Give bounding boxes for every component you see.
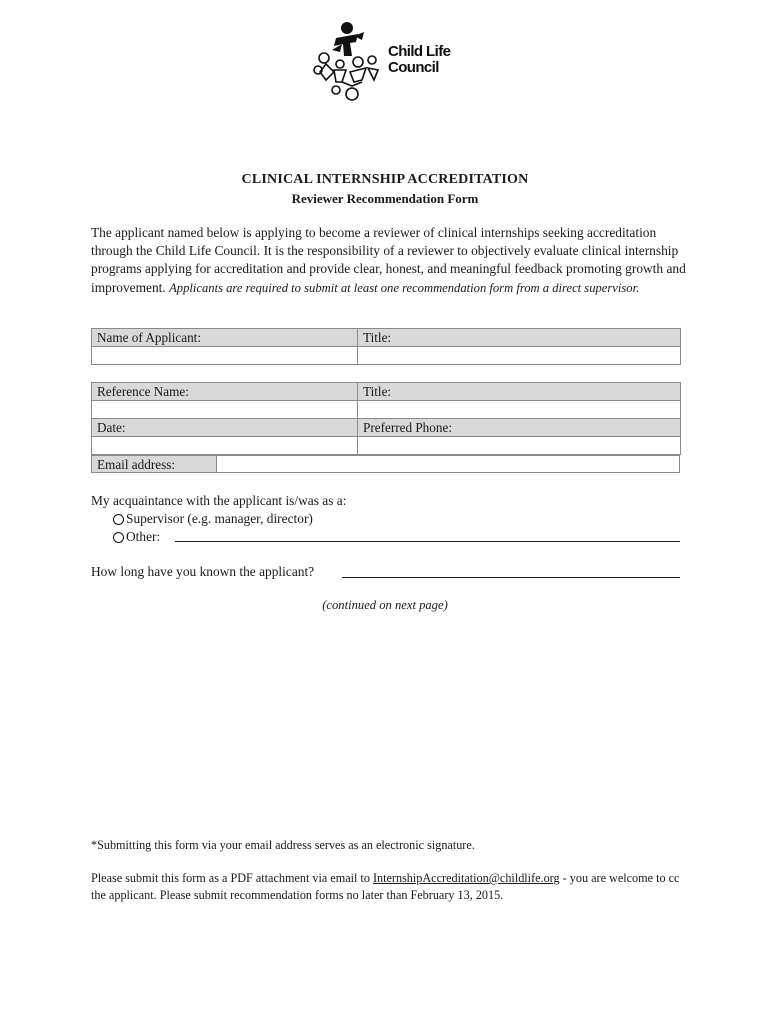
page-title: CLINICAL INTERNSHIP ACCREDITATION	[241, 172, 529, 187]
reference-title-label: Title:	[358, 383, 681, 401]
applicant-title-field[interactable]	[358, 347, 681, 365]
accreditation-email-link[interactable]: InternshipAccreditation@childlife.org	[372, 871, 560, 885]
submit-prefix: Please submit this form as a PDF attachment via email to	[91, 871, 370, 885]
reference-title-field[interactable]	[358, 401, 681, 419]
date-label: Date:	[92, 419, 358, 437]
option-other[interactable]	[113, 529, 160, 545]
intro-text: The applicant named below is applying to become a reviewer of clinical internships seeking accreditation through the Child Life Council. It is the responsibility of a reviewer to objectively evaluate clinical internship programs applying for accreditation and provide clear, honest, and meaningful feedback promoting growth and improvement.	[91, 225, 686, 295]
other-text-line[interactable]	[175, 541, 680, 542]
supervisor-radio[interactable]	[113, 514, 124, 525]
other-radio[interactable]	[113, 532, 124, 543]
supervisor-label: Supervisor (e.g. manager, director)	[126, 511, 313, 526]
continued-note: (continued on next page)	[322, 598, 448, 612]
phone-field[interactable]	[358, 437, 681, 455]
duration-text-line[interactable]	[342, 577, 680, 578]
reference-table	[91, 382, 681, 455]
logo-figures-icon	[312, 20, 392, 106]
intro-paragraph	[91, 224, 691, 297]
duration-question: How long have you known the applicant?	[91, 564, 315, 579]
other-label: Other:	[126, 529, 161, 544]
email-field[interactable]	[217, 456, 679, 472]
applicant-name-label: Name of Applicant:	[92, 329, 358, 347]
logo-line-1: Child Life	[388, 43, 451, 60]
submit-instructions	[91, 870, 691, 904]
option-supervisor[interactable]	[113, 511, 313, 527]
acquaintance-question: My acquaintance with the applicant is/was as a:	[91, 493, 347, 508]
applicant-name-field[interactable]	[92, 347, 358, 365]
intro-emphasis: Applicants are required to submit at least one recommendation form from a direct supervisor.	[169, 280, 640, 295]
reference-name-label: Reference Name:	[92, 383, 358, 401]
logo-wordmark	[388, 44, 450, 76]
child-life-council-logo	[312, 20, 472, 106]
reference-name-field[interactable]	[92, 401, 358, 419]
applicant-table	[91, 328, 681, 365]
submit-suffix: - you are welcome to cc the applicant. Please submit recommendation forms no later than February 13, 2015.	[91, 871, 680, 902]
phone-label: Preferred Phone:	[358, 419, 681, 437]
page-subtitle: Reviewer Recommendation Form	[291, 191, 479, 206]
signature-note: *Submitting this form via your email address serves as an electronic signature.	[91, 838, 475, 852]
applicant-title-label: Title:	[358, 329, 681, 347]
date-field[interactable]	[92, 437, 358, 455]
logo-line-2: Council	[388, 59, 439, 76]
email-row	[91, 455, 680, 473]
email-label: Email address:	[92, 456, 217, 472]
